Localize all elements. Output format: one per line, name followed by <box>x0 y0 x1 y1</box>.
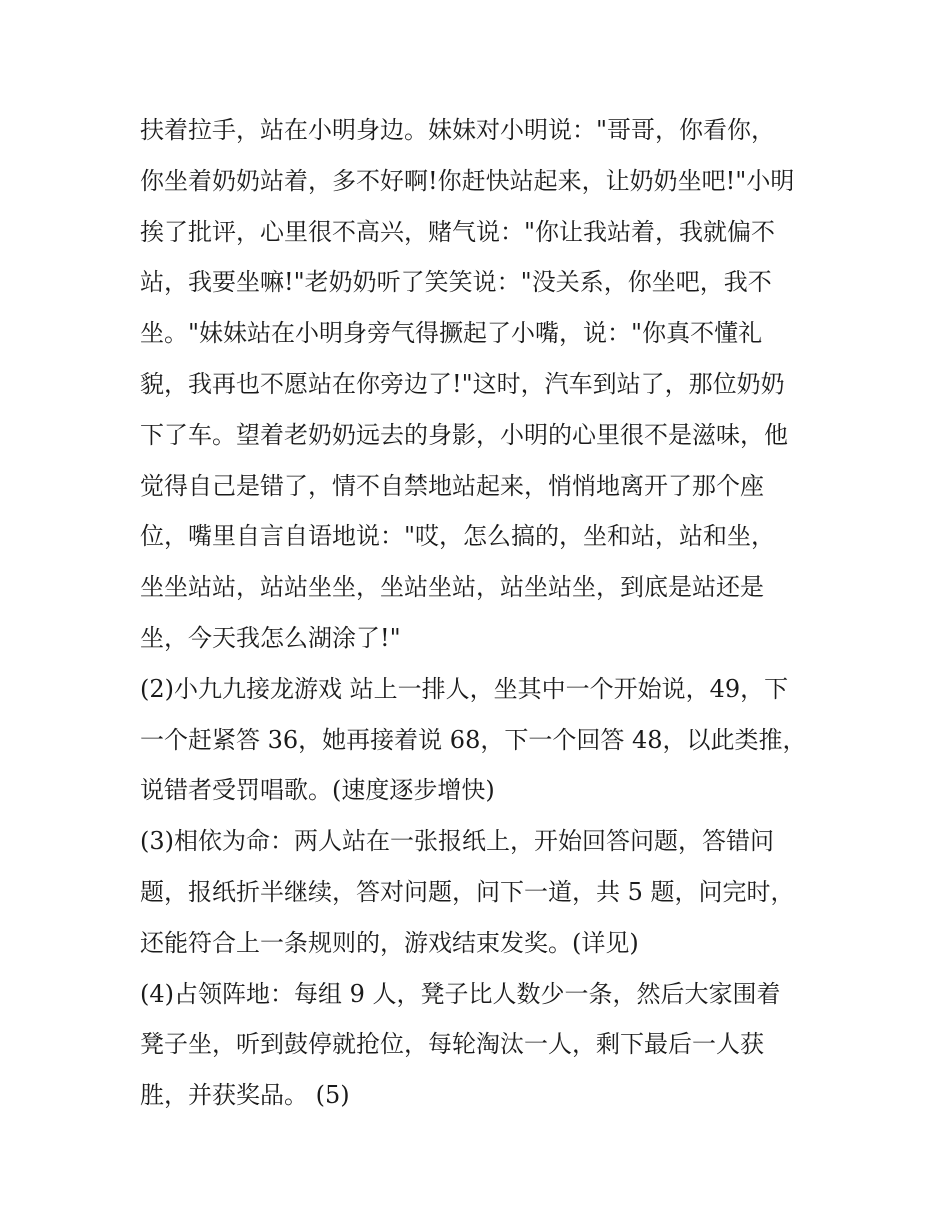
text-line: 坐坐站站，站站坐坐，坐站坐站，站坐站坐，到底是站还是 <box>140 573 764 602</box>
list-item-4-line: 凳子坐，听到鼓停就抢位，每轮淘汰一人，剩下最后一人获 <box>140 1030 764 1059</box>
text-line: 坐，今天我怎么湖涂了!" <box>140 623 401 652</box>
text-line: 觉得自己是错了，情不自禁地站起来，悄悄地离开了那个座 <box>140 471 764 500</box>
text-line: 下了车。望着老奶奶远去的身影，小明的心里很不是滋味，他 <box>140 420 788 449</box>
text-line: 站，我要坐嘛!"老奶奶听了笑笑说："没关系，你坐吧，我不 <box>140 268 772 297</box>
document-body <box>140 105 820 1121</box>
list-item-4-line: (4)占领阵地：每组 9 人，凳子比人数少一条，然后大家围着 <box>140 979 781 1008</box>
list-item-2-line: 一个赶紧答 36，她再接着说 68，下一个回答 48，以此类推， <box>140 725 807 754</box>
list-item-2-line: (2)小九九接龙游戏 站上一排人，坐其中一个开始说，49，下 <box>140 674 789 703</box>
list-item-3-line: 还能符合上一条规则的，游戏结束发奖。(详见) <box>140 928 639 957</box>
text-line: 挨了批评，心里很不高兴，赌气说："你让我站着，我就偏不 <box>140 217 776 246</box>
list-item-3-line: 题，报纸折半继续，答对问题，问下一道，共 5 题，问完时， <box>140 877 795 906</box>
list-item-2-line: 说错者受罚唱歌。(速度逐步增快) <box>140 776 495 805</box>
text-line: 你坐着奶奶站着，多不好啊!你赶快站起来，让奶奶坐吧!"小明 <box>140 166 795 195</box>
text-line: 位，嘴里自言自语地说："哎，怎么搞的，坐和站，站和坐， <box>140 522 776 551</box>
text-line: 扶着拉手，站在小明身边。妹妹对小明说："哥哥，你看你， <box>140 116 776 144</box>
list-item-3-line: (3)相依为命：两人站在一张报纸上，开始回答问题，答错问 <box>140 827 774 856</box>
list-item-4-line: 胜，并获奖品。 (5) <box>140 1081 350 1110</box>
text-line: 貌，我再也不愿站在你旁边了!"这时，汽车到站了，那位奶奶 <box>140 369 785 398</box>
text-line: 坐。"妹妹站在小明身旁气得撅起了小嘴，说："你真不懂礼 <box>140 319 763 348</box>
